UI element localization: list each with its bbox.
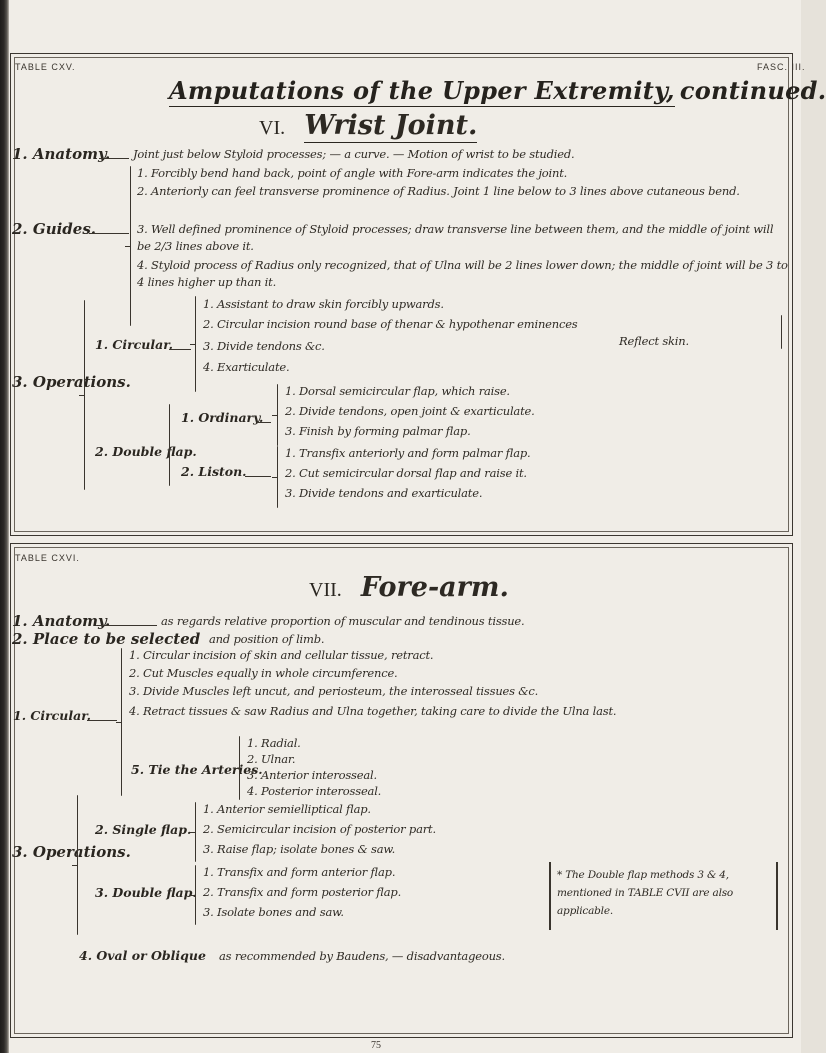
- circular-label: 1. Circular.: [13, 708, 92, 723]
- ordinary-step: 3. Finish by forming palmar flap.: [285, 424, 471, 438]
- plate-label: TABLE CXV.: [15, 62, 76, 72]
- section-heading: [309, 572, 509, 603]
- circular-label: 1. Circular.: [95, 337, 174, 352]
- double-flap-step: 1. Transfix and form anterior flap.: [203, 865, 396, 879]
- section-name: Fore-arm.: [360, 572, 509, 603]
- place-heading: 2. Place to be selected: [12, 630, 201, 648]
- guides-heading: 2. Guides.: [12, 220, 96, 238]
- artery-item: 3. Anterior interosseal.: [247, 768, 377, 782]
- arteries-label: 5. Tie the Arteries.: [131, 762, 263, 777]
- operations-heading: 3. Operations.: [12, 843, 131, 861]
- footnote-text: * The Double flap methods 3 & 4, mentioned in TABLE CVII are also applicable.: [557, 869, 734, 917]
- circular-step: 2. Circular incision round base of thenar & hypothenar eminences: [203, 317, 578, 331]
- double-flap-label: 3. Double flap.: [95, 885, 197, 900]
- ordinary-label: 1. Ordinary.: [181, 410, 264, 425]
- operations-heading: 3. Operations.: [12, 373, 131, 391]
- ordinary-step: 1. Dorsal semicircular flap, which raise.: [285, 384, 510, 398]
- single-flap-step: 3. Raise flap; isolate bones & saw.: [203, 842, 396, 856]
- plate-title-suffix: continued.: [679, 76, 826, 105]
- artery-item: 4. Posterior interosseal.: [247, 784, 382, 798]
- single-flap-label: 2. Single flap.: [95, 822, 192, 837]
- circular-step: 2. Cut Muscles equally in whole circumference.: [129, 666, 398, 680]
- oval-text: as recommended by Baudens, — disadvantageous.: [219, 949, 505, 963]
- circular-step: 1. Circular incision of skin and cellular tissue, retract.: [129, 648, 434, 662]
- liston-step: 2. Cut semicircular dorsal flap and raise it.: [285, 466, 527, 480]
- liston-step: 1. Transfix anteriorly and form palmar flap.: [285, 446, 531, 460]
- artery-item: 2. Ulnar.: [247, 752, 296, 766]
- book-page: [9, 0, 826, 1053]
- fasc-label: FASC. III.: [757, 62, 806, 72]
- liston-step: 3. Divide tendons and exarticulate.: [285, 486, 483, 500]
- artery-item: 1. Radial.: [247, 736, 301, 750]
- guide-item: 3. Well defined prominence of Styloid processes; draw transverse line between them, and the middle of joint will be 2/3 lines above it.: [137, 222, 774, 253]
- book-binding-edge: [0, 0, 9, 1053]
- circular-step: 3. Divide tendons &c.: [203, 339, 325, 353]
- double-flap-step: 3. Isolate bones and saw.: [203, 905, 344, 919]
- place-text: and position of limb.: [209, 632, 325, 646]
- oval-method: [79, 945, 505, 964]
- double-flap-step: 2. Transfix and form posterior flap.: [203, 885, 402, 899]
- plate-label: TABLE CXVI.: [15, 553, 80, 563]
- circular-step: 1. Assistant to draw skin forcibly upwards.: [203, 297, 444, 311]
- circular-note: Reflect skin.: [619, 334, 689, 348]
- plate-title-text: Amputations of the Upper Extremity,: [169, 76, 675, 105]
- ordinary-step: 2. Divide tendons, open joint & exarticulate.: [285, 404, 535, 418]
- anatomy-item: 1. Forcibly bend hand back, point of angle with Fore-arm indicates the joint.: [137, 166, 568, 180]
- section-name: Wrist Joint.: [304, 110, 478, 141]
- anatomy-heading: 1. Anatomy.: [12, 145, 111, 163]
- anatomy-heading: 1. Anatomy.: [12, 612, 111, 630]
- anatomy-text: as regards relative proportion of muscular and tendinous tissue.: [161, 614, 525, 628]
- oval-label: 4. Oval or Oblique: [79, 948, 206, 963]
- single-flap-step: 1. Anterior semielliptical flap.: [203, 802, 371, 816]
- anatomy-item: 2. Anteriorly can feel transverse prominence of Radius. Joint 1 line below to 3 lines above cutaneous bend.: [137, 184, 740, 198]
- circular-step: 4. Retract tissues & saw Radius and Ulna together, taking care to divide the Ulna last.: [129, 704, 617, 718]
- plate-title: [169, 76, 826, 105]
- guide-item: 4. Styloid process of Radius only recognized, that of Ulna will be 2 lines lower down; the middle of joint will be 3 to 4 lines higher up than it.: [137, 258, 788, 289]
- section-numeral: VII.: [309, 579, 342, 601]
- section-numeral: VI.: [259, 117, 286, 139]
- circular-step: 3. Divide Muscles left uncut, and periosteum, the interosseal tissues &c.: [129, 684, 539, 698]
- double-flap-label: 2. Double flap.: [95, 444, 197, 459]
- page-number: 75: [371, 1040, 381, 1051]
- circular-step: 4. Exarticulate.: [203, 360, 290, 374]
- section-heading: [259, 110, 477, 141]
- anatomy-text: Joint just below Styloid processes; — a curve. — Motion of wrist to be studied.: [133, 147, 575, 161]
- liston-label: 2. Liston.: [181, 464, 247, 479]
- single-flap-step: 2. Semicircular incision of posterior part.: [203, 822, 436, 836]
